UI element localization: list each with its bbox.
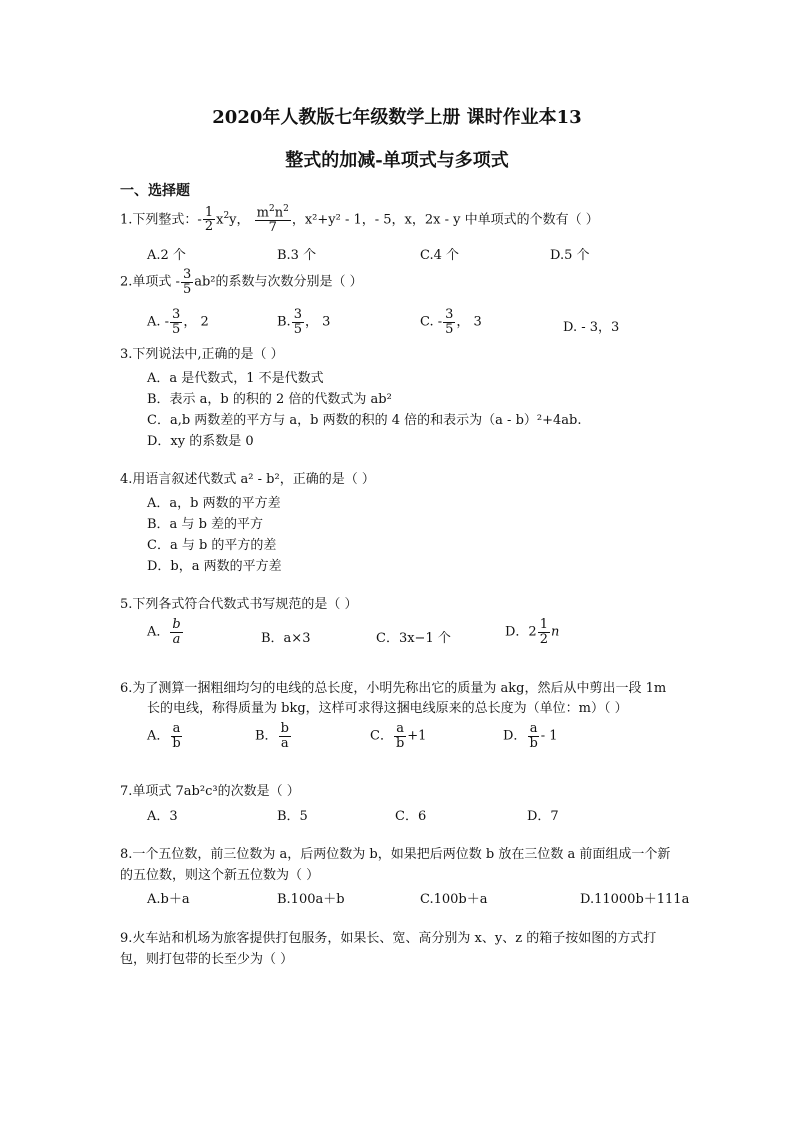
q6-option-c bbox=[370, 722, 426, 750]
q3-option-a: A．a 是代数式，1 不是代数式 bbox=[147, 371, 324, 386]
q1-option-d: D.5 个 bbox=[550, 248, 590, 263]
q5-option-c: C．3x−1 个 bbox=[376, 631, 451, 646]
q2-option-b-pre: B. bbox=[277, 314, 291, 330]
q5-option-a bbox=[147, 618, 184, 646]
q1-option-b: B.3 个 bbox=[277, 248, 317, 263]
q6-option-b-pre: B． bbox=[255, 728, 278, 744]
q2-option-b-post: ， 3 bbox=[304, 314, 331, 330]
q2-option-a-fraction bbox=[170, 308, 182, 336]
q1-term1-sign: - bbox=[197, 212, 202, 228]
question-6-line-1: 6.为了测算一捆粗细均匀的电线的总长度，小明先称出它的质量为 akg，然后从中剪出一段 1m bbox=[120, 681, 667, 696]
q6-option-d-denominator: b bbox=[529, 735, 538, 751]
q5-option-d bbox=[505, 618, 559, 646]
q6-option-a-numerator: a bbox=[172, 721, 181, 736]
q1-term1-numerator: 1 bbox=[204, 204, 214, 220]
q2-option-c bbox=[420, 308, 482, 336]
q2-option-b-numerator: 3 bbox=[293, 307, 302, 322]
q1-term2-denominator: 7 bbox=[268, 219, 277, 235]
q1-term1-fraction bbox=[203, 206, 215, 234]
q1-option-a: A.2 个 bbox=[147, 248, 186, 263]
question-1-stem bbox=[120, 205, 599, 235]
question-6-line-2: 长的电线，称得质量为 bkg，这样可求得这捆电线原来的总长度为（单位：m）（ ） bbox=[147, 701, 628, 716]
q2-option-a-post: ， 2 bbox=[183, 314, 209, 330]
q2-option-d: D. - 3，3 bbox=[563, 320, 620, 335]
q3-option-c: C．a,b 两数差的平方与 a，b 两数的积的 4 倍的和表示为（a - b）²+4ab. bbox=[147, 413, 582, 428]
q1-term2-exp1: 2 bbox=[269, 204, 275, 214]
q2-option-b bbox=[277, 308, 330, 336]
q6-option-b bbox=[255, 722, 292, 750]
q6-option-c-post: +1 bbox=[407, 728, 427, 744]
q7-option-b: B．5 bbox=[277, 809, 308, 824]
q1-term1-y: y， bbox=[229, 212, 250, 228]
q6-option-d-numerator: a bbox=[529, 721, 538, 736]
q5-option-a-fraction bbox=[170, 618, 182, 646]
q5-option-d-denominator: 2 bbox=[539, 631, 548, 647]
q1-term2-fraction bbox=[255, 205, 291, 235]
q2-option-b-fraction bbox=[292, 308, 304, 336]
q6-option-b-fraction bbox=[279, 722, 291, 750]
q5-option-d-numerator: 1 bbox=[539, 617, 548, 632]
q2-option-c-post: ， 3 bbox=[456, 314, 482, 330]
q7-option-c: C．6 bbox=[395, 809, 427, 824]
q8-option-d: D.11000b＋111a bbox=[580, 892, 690, 907]
q6-option-c-denominator: b bbox=[395, 735, 405, 751]
q4-option-b: B．a 与 b 差的平方 bbox=[147, 517, 264, 532]
q2-rest: ab²的系数与次数分别是（ ） bbox=[194, 274, 363, 290]
q4-option-a: A．a，b 两数的平方差 bbox=[147, 496, 281, 511]
q7-option-d: D．7 bbox=[527, 809, 559, 824]
q2-fraction bbox=[181, 268, 193, 296]
q2-option-c-numerator: 3 bbox=[445, 307, 454, 322]
q1-term1-denominator: 2 bbox=[204, 219, 214, 235]
q5-option-a-pre: A． bbox=[147, 624, 170, 640]
q5-option-d-fraction bbox=[538, 618, 550, 646]
q2-denominator: 5 bbox=[182, 281, 192, 297]
q6-option-c-numerator: a bbox=[396, 721, 404, 736]
q5-option-a-numerator: b bbox=[172, 617, 181, 632]
q7-option-a: A．3 bbox=[147, 809, 178, 824]
title-line-2: 整式的加减-单项式与多项式 bbox=[285, 150, 509, 171]
q2-option-a-denominator: 5 bbox=[172, 321, 181, 337]
q5-option-a-denominator: a bbox=[172, 631, 181, 647]
q8-option-b: B.100a＋b bbox=[277, 892, 345, 907]
q4-option-c: C．a 与 b 的平方的差 bbox=[147, 538, 277, 553]
question-5-stem: 5.下列各式符合代数式书写规范的是（ ） bbox=[120, 597, 358, 612]
q5-option-b: B．a×3 bbox=[261, 631, 311, 646]
q6-option-a-pre: A． bbox=[147, 728, 170, 744]
q6-option-d-post: - 1 bbox=[540, 728, 558, 744]
q6-option-a-denominator: b bbox=[172, 735, 181, 751]
question-8-line-1: 8.一个五位数，前三位数为 a，后两位数为 b，如果把后两位数 b 放在三位数 a 前面组成一个新 bbox=[120, 847, 671, 862]
q2-option-a-pre: A. - bbox=[147, 314, 170, 330]
q3-option-b: B．表示 a，b 的积的 2 倍的代数式为 ab² bbox=[147, 392, 392, 407]
question-8-line-2: 的五位数，则这个新五位数为（ ） bbox=[120, 868, 320, 883]
question-7-stem: 7.单项式 7ab²c³的次数是（ ） bbox=[120, 784, 300, 799]
q5-option-d-post: n bbox=[550, 624, 560, 640]
question-4-stem: 4.用语言叙述代数式 a² - b²，正确的是（ ） bbox=[120, 472, 375, 487]
q6-option-a bbox=[147, 722, 184, 750]
q6-option-d-pre: D． bbox=[503, 728, 527, 744]
question-2-stem bbox=[120, 268, 363, 296]
q6-option-c-pre: C． bbox=[370, 728, 393, 744]
q6-option-b-denominator: a bbox=[280, 735, 289, 751]
q1-term1-var: x bbox=[216, 212, 224, 228]
q2-option-c-fraction bbox=[443, 308, 455, 336]
title-line-1: 2020年人教版七年级数学上册 课时作业本13 bbox=[212, 107, 582, 128]
q1-term2-m: m bbox=[256, 205, 269, 221]
q1-prefix: 1.下列整式： bbox=[120, 212, 198, 228]
q1-option-c: C.4 个 bbox=[420, 248, 460, 263]
q2-option-a bbox=[147, 308, 209, 336]
q1-term2-exp2: 2 bbox=[283, 204, 289, 214]
question-3-stem: 3.下列说法中,正确的是（ ） bbox=[120, 347, 284, 362]
q1-term2-numerator bbox=[255, 205, 291, 221]
q6-option-b-numerator: b bbox=[280, 721, 289, 736]
q6-option-d bbox=[503, 722, 558, 750]
q1-rest: ，x²+y² - 1，- 5，x，2x - y 中单项式的个数有（ ） bbox=[291, 212, 599, 228]
question-9-line-1: 9.火车站和机场为旅客提供打包服务，如果长、宽、高分别为 x、y、z 的箱子按如图的方式打 bbox=[120, 931, 657, 946]
question-9-line-2: 包，则打包带的长至少为（ ） bbox=[120, 952, 294, 967]
q6-option-d-fraction bbox=[527, 722, 539, 750]
q4-option-d: D．b，a 两数的平方差 bbox=[147, 559, 282, 574]
q2-numerator: 3 bbox=[182, 267, 192, 282]
q2-option-b-denominator: 5 bbox=[293, 321, 302, 337]
section-heading: 一、选择题 bbox=[120, 183, 190, 199]
q2-option-c-denominator: 5 bbox=[445, 321, 454, 337]
q2-prefix: 2.单项式 - bbox=[120, 274, 180, 290]
q5-option-d-pre: D．2 bbox=[505, 624, 537, 640]
q3-option-d: D．xy 的系数是 0 bbox=[147, 434, 254, 449]
q2-option-c-pre: C. - bbox=[420, 314, 443, 330]
q1-term1-exp: 2 bbox=[223, 210, 230, 221]
q1-term2-n: n bbox=[274, 205, 284, 221]
q6-option-c-fraction bbox=[394, 722, 406, 750]
q8-option-c: C.100b＋a bbox=[420, 892, 488, 907]
q2-option-a-numerator: 3 bbox=[172, 307, 181, 322]
q8-option-a: A.b＋a bbox=[147, 892, 190, 907]
q6-option-a-fraction bbox=[170, 722, 182, 750]
